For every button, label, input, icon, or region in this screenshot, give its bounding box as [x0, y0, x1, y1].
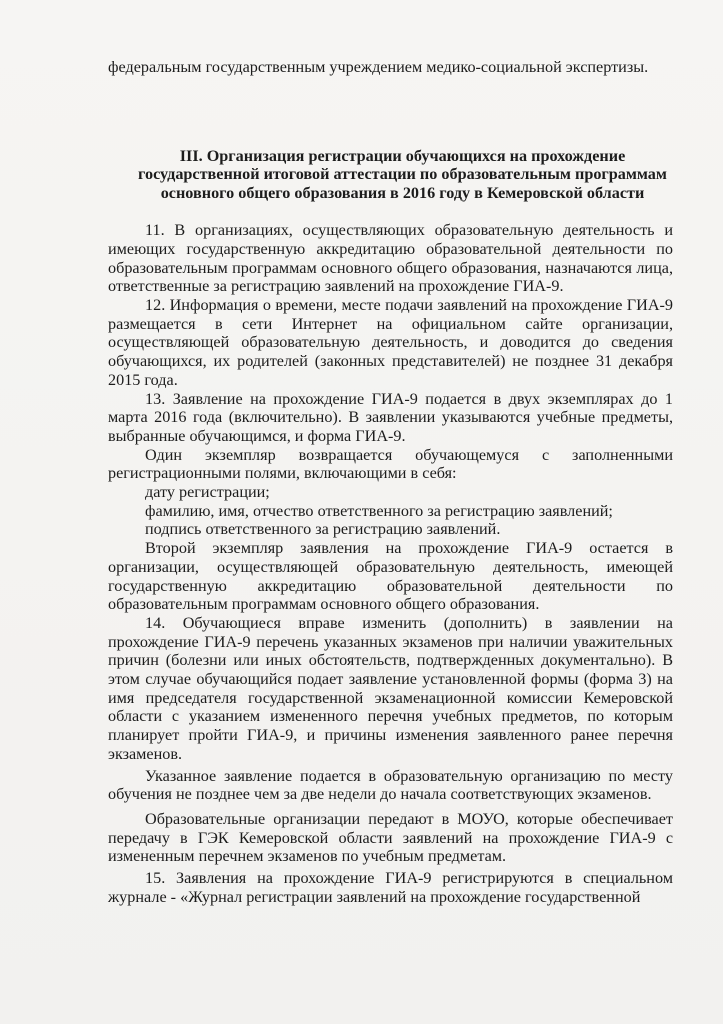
paragraph-13-copy-returned: Один экземпляр возвращается обучающемуся с заполненными регистрационными полями, включающими в себя:: [108, 445, 673, 483]
paragraph-14-transfer: Образовательные организации передают в МОУО, которые обеспечивает передачу в ГЭК Кемеровской области заявлений на прохождение ГИА-9 с измененным перечнем экзаменов по учебным предметам.: [108, 810, 673, 866]
list-item: фамилию, имя, отчество ответственного за регистрацию заявлений;: [145, 501, 613, 520]
list-item: дату регистрации;: [145, 483, 270, 502]
section-heading-line: III. Организация регистрации обучающихся на прохождение: [179, 146, 626, 165]
paragraph-14: 14. Обучающиеся вправе изменить (дополнить) в заявлении на прохождение ГИА-9 перечень указанных экзаменов при наличии уважительных причин (болезни или иных обстоятельств, подтвержденных документально). В этом случае обучающийся подает заявление установленной формы (форма 3) на имя председателя государственной экзаменационной комиссии Кемеровской области с указанием измененного перечня учебных предметов, по которым планирует пройти ГИА-9, и причины изменения заявленного ранее перечня экзаменов.: [108, 613, 673, 763]
paragraph-11: 11. В организациях, осуществляющих образовательную деятельность и имеющих государственную аккредитацию образовательной деятельности по образовательным программам основного общего образования, назначаются лица, ответственные за регистрацию заявлений на прохождение ГИА-9.: [108, 221, 673, 296]
intro-paragraph: федеральным государственным учреждением медико-социальной экспертизы.: [108, 58, 649, 76]
paragraph-13: 13. Заявление на прохождение ГИА-9 подается в двух экземплярах до 1 марта 2016 года (включительно). В заявлении указываются учебные предметы, выбранные обучающимся, и форма ГИА-9.: [108, 389, 673, 445]
section-heading-line: государственной итоговой аттестации по образовательным программам: [138, 165, 667, 184]
list-item: подпись ответственного за регистрацию заявлений.: [145, 520, 501, 539]
paragraph-15: 15. Заявления на прохождение ГИА-9 регистрируются в специальном журнале - «Журнал регистрации заявлений на прохождение государственной: [108, 869, 673, 906]
section-heading-line: основного общего образования в 2016 году в Кемеровской области: [160, 183, 645, 202]
paragraph-13-second-copy: Второй экземпляр заявления на прохождение ГИА-9 остается в организации, осуществляющей образовательную деятельность, имеющей государственную аккредитацию образовательной деятельности по образовательным программам основного общего образования.: [108, 539, 673, 614]
paragraph-14-submission: Указанное заявление подается в образовательную организацию по месту обучения не позднее чем за две недели до начала соответствующих экзаменов.: [108, 766, 673, 804]
section-heading: [108, 147, 673, 203]
paragraph-12: 12. Информация о времени, месте подачи заявлений на прохождение ГИА-9 размещается в сети Интернет на официальном сайте организации, осуществляющей образовательную деятельность, и доводится до сведения обучающихся, их родителей (законных представителей) не позднее 31 декабря 2015 года.: [108, 296, 673, 389]
